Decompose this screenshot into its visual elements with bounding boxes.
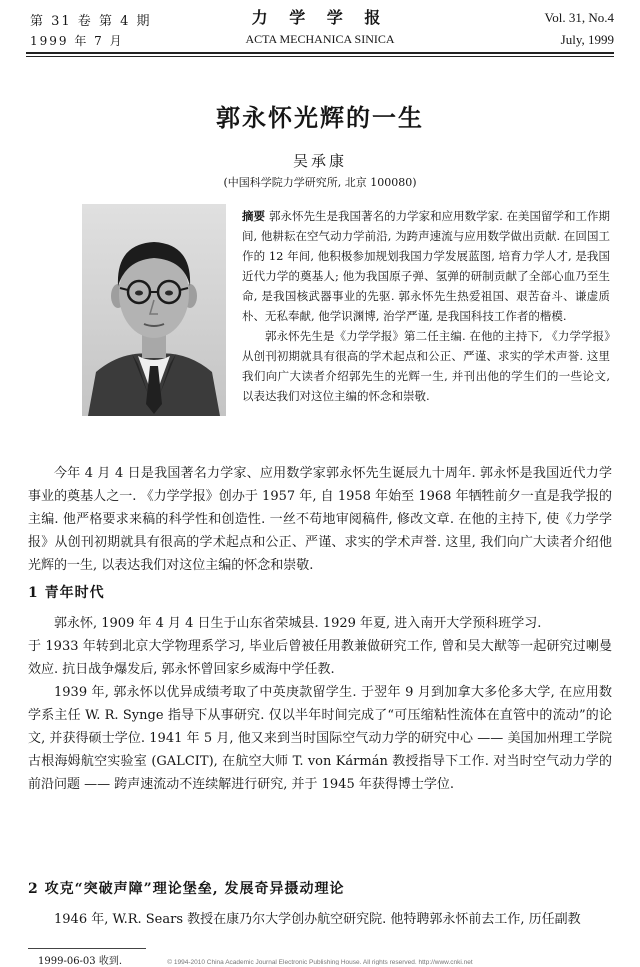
abstract-text-1: 郭永怀先生是我国著名的力学家和应用数学家. 在美国留学和工作期间, 他耕耘在空气动力学前沿, 为跨声速流与应用数学做出贡献. 在回国工作的 12 年间, 他积极参加规划我国力学发展蓝图, 培育力学人才, 是我国近代力学的奠基人; 他为我国原子弹、氢弹的研制贡献了全部心血乃至生命, 是我国核武器事业的先驱. 郭永怀先生热爱祖国、艰苦奋斗、谦虚质朴、无私奉献, 他学识渊博, 治学严谨, 是我国科技工作者的楷模. xyxy=(242,209,610,323)
section-1-heading: 1 青年时代 xyxy=(28,585,105,601)
footnote-rule xyxy=(28,948,146,949)
header-rule-thick xyxy=(26,52,614,54)
volume-issue-cn: 第 31 卷 第 4 期 xyxy=(30,14,152,29)
copyright-text: © 1994-2010 China Academic Journal Electronic Publishing House. All rights reserved. http://www.cnki.net xyxy=(167,959,473,965)
received-date-footnote: 1999-06-03 收到. xyxy=(38,956,123,967)
portrait-illustration xyxy=(82,204,226,416)
section-1-paragraph-1: 郭永怀, 1909 年 4 月 4 日生于山东省荣城县. 1929 年夏, 进入南开大学预科班学习. xyxy=(54,616,542,631)
header-rule-thin xyxy=(26,56,614,57)
copyright-footer xyxy=(0,958,640,965)
date-cn: 1999 年 7 月 xyxy=(30,34,124,48)
abstract-paragraph-1 xyxy=(242,206,610,326)
author-name: 吴承康 xyxy=(292,152,347,170)
intro-paragraph: 今年 4 月 4 日是我国著名力学家、应用数学家郭永怀先生诞辰九十周年. 郭永怀是我国近代力学事业的奠基人之一. 《力学学报》创办于 1957 年, 自 1958 年始至 1968 年牺牲前夕一直是我学报的主编. 他严格要求来稿的科学性和创造性. 一丝不苟地审阅稿件, 修改文章. 在他的主持下, 使《力学学报》从创刊初期就具有很高的学术起点和公正、严谨、求实的学术声誉. 这里, 我们向广大读者介绍他光辉的一生, 以表达我们对这位主编的怀念和崇敬. xyxy=(28,466,612,573)
abstract-paragraph-2: 郭永怀先生是《力学学报》第二任主编. 在他的主持下, 《力学学报》从创刊初期就具有很高的学术起点和公正、严谨、求实的学术声誉. 这里我们向广大读者介绍郭先生的光辉一生, 并刊出他的学生们的一些论文, 以表达我们对这位主编的怀念和崇敬. xyxy=(242,329,610,403)
introduction xyxy=(28,462,612,577)
date-en: July, 1999 xyxy=(560,32,614,47)
article-title: 郭永怀光辉的一生 xyxy=(216,103,424,132)
author-affiliation: (中国科学院力学研究所, 北京 100080) xyxy=(223,176,417,189)
volume-issue-en: Vol. 31, No.4 xyxy=(544,10,614,25)
running-header xyxy=(0,0,640,60)
section-1-paragraph-2: 于 1933 年转到北京大学物理系学习, 毕业后曾被任用教兼做研究工作, 曾和吴大猷等一起研究过喇曼效应. 抗日战争爆发后, 郭永怀曾回家乡威海中学任教. xyxy=(28,639,612,677)
section-1-body xyxy=(28,612,612,796)
abstract-label: 摘要 xyxy=(242,209,266,223)
portrait-photo xyxy=(82,204,226,416)
section-2-heading: 2 攻克“突破声障”理论堡垒, 发展奇异摄动理论 xyxy=(28,881,345,897)
journal-title-cn: 力 学 学 报 xyxy=(251,8,389,27)
section-1-paragraph-3: 1939 年, 郭永怀以优异成绩考取了中英庚款留学生. 于翌年 9 月到加拿大多伦多大学, 在应用数学系主任 W. R. Synge 指导下从事研究. 仅以半年时间完成了“可压缩粘性流体在直管中的流动”的论文, 并获得硕士学位. 1941 年 5 月, 他又来到当时国际空气动力学的研究中心 —— 美国加州理工学院古根海姆航空实验室 (GALCIT), 在航空大师 T. von Kármán 教授指导下工作. 对当时空气动力学的前沿问题 —— 跨声速流动不连续解进行研究, 并于 1945 年获得博士学位. xyxy=(28,685,612,792)
abstract xyxy=(242,206,610,406)
section-2-paragraph-1: 1946 年, W.R. Sears 教授在康乃尔大学创办航空研究院. 他特聘郭永怀前去工作, 历任副教 xyxy=(54,912,581,927)
journal-title-en: ACTA MECHANICA SINICA xyxy=(245,32,395,46)
section-2-body xyxy=(28,908,612,931)
